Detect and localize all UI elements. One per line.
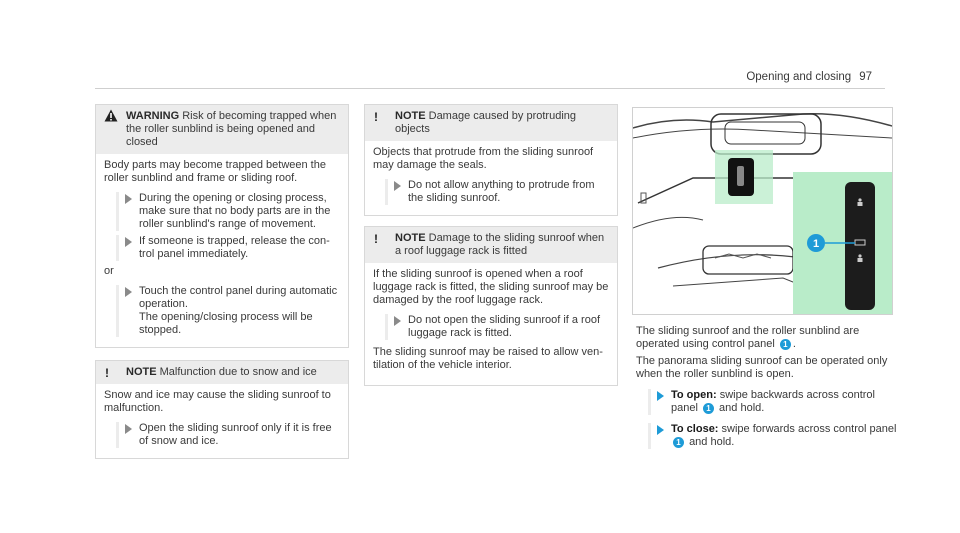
note-snow-step [116, 422, 340, 448]
step-open [648, 389, 898, 415]
overhead-console-drawing [633, 108, 892, 314]
note-rack-header [365, 227, 617, 263]
note-protrude-body: Objects that protrude from the sliding sunroof may damage the seals. [373, 146, 594, 171]
page-number: 97 [859, 71, 872, 83]
close-tail: and hold. [689, 436, 735, 448]
close-text: swipe forwards across control panel [721, 423, 897, 435]
exclamation-icon: ! [105, 366, 109, 380]
callout-number: 1 [812, 238, 820, 250]
note-rack-label: NOTE [395, 232, 426, 244]
open-text: swipe backwards across control panel [671, 389, 875, 414]
warning-step-2-text: If someone is trapped, release the con-trol panel immediately. [139, 235, 330, 260]
exclamation-icon: ! [374, 110, 378, 124]
note-protrude-header [365, 105, 617, 141]
note-rack-footer: The sliding sunroof may be raised to allow ven-tilation of the vehicle interior. [373, 346, 603, 371]
note-rack-body: If the sliding sunroof is opened when a roof luggage rack is fitted, the sliding sunroof may be damaged by the roof luggage rack. [373, 268, 609, 306]
arrow-icon [125, 287, 132, 297]
warning-body: Body parts may become trapped between the roller sunblind and frame or sliding roof. [104, 159, 326, 184]
close-label: To close: [671, 423, 719, 435]
running-header [746, 71, 872, 84]
exclamation-icon: ! [374, 232, 378, 246]
warning-or: or [104, 265, 114, 277]
header-divider [95, 88, 885, 89]
control-panel-illustration [632, 107, 893, 315]
caption-1-text: The sliding sunroof and the roller sunblind are operated using control panel [636, 325, 860, 350]
callout-1-icon: 1 [780, 339, 791, 350]
section-title: Opening and closing [746, 71, 852, 83]
arrow-icon [125, 237, 132, 247]
warning-title: Risk of becoming trapped when the roller sunblind is being opened and closed [126, 110, 337, 148]
note-protrude-box [364, 104, 618, 216]
note-protrude-step [385, 179, 609, 205]
note-snow-step-text: Open the sliding sunroof only if it is free of snow and ice. [139, 422, 332, 447]
note-snow-label: NOTE [126, 366, 157, 378]
warning-step-1-text: During the opening or closing process, make sure that no body parts are in the roller sunblind's range of movement. [139, 192, 331, 230]
note-protrude-step-text: Do not allow anything to protrude from the sliding sunroof. [408, 179, 595, 204]
note-rack-step [385, 314, 609, 340]
note-rack-step-text: Do not open the sliding sunroof if a roof luggage rack is fitted. [408, 314, 601, 339]
arrow-icon [657, 391, 664, 401]
note-snow-box [95, 360, 349, 459]
note-protrude-title: Damage caused by protruding objects [395, 110, 576, 135]
note-snow-title: Malfunction due to snow and ice [159, 366, 317, 378]
arrow-icon [125, 194, 132, 204]
arrow-icon [394, 181, 401, 191]
column-2 [364, 104, 618, 386]
warning-step-3-text: Touch the control panel during automatic operation. [139, 285, 338, 310]
warning-box [95, 104, 349, 348]
open-tail: and hold. [719, 402, 765, 414]
warning-step-3 [116, 285, 340, 337]
caption-2: The panorama sliding sunroof can be operated only when the roller sunblind is open. [636, 355, 888, 380]
arrow-icon [394, 316, 401, 326]
warning-step-2 [116, 235, 340, 261]
note-snow-body: Snow and ice may cause the sliding sunroof to malfunction. [104, 389, 331, 414]
column-1 [95, 104, 349, 459]
warning-step-3-result: The opening/closing process will be stopped. [139, 311, 313, 336]
warning-icon [104, 109, 118, 122]
note-snow-header [96, 361, 348, 384]
note-protrude-label: NOTE [395, 110, 426, 122]
column-3-text [636, 325, 898, 453]
callout-1-icon: 1 [673, 437, 684, 448]
arrow-icon [657, 425, 664, 435]
warning-step-1 [116, 192, 340, 231]
callout-1-icon: 1 [703, 403, 714, 414]
warning-header [96, 105, 348, 154]
caption-1: The sliding sunroof and the roller sunblind are operated using control panel 1 . [636, 325, 860, 350]
step-close [648, 423, 898, 449]
note-rack-box [364, 226, 618, 386]
open-label: To open: [671, 389, 717, 401]
warning-label: WARNING [126, 110, 180, 122]
arrow-icon [125, 424, 132, 434]
note-rack-title: Damage to the sliding sunroof when a roof luggage rack is fitted [395, 232, 605, 257]
